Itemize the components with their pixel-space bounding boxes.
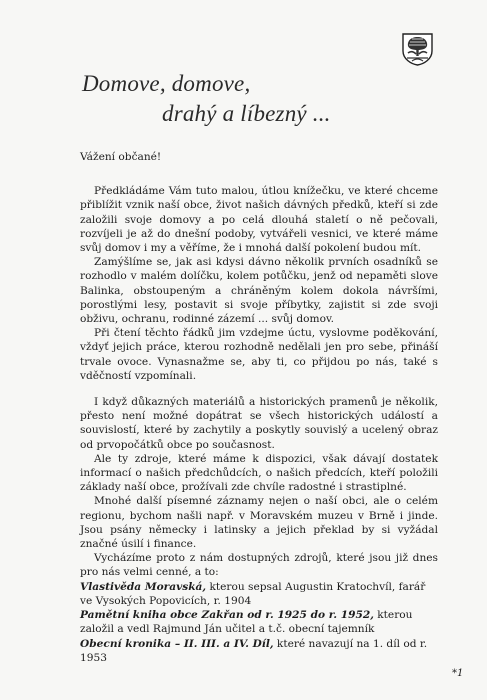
source-description: kterou založil a vedl Rajmund Ján učitel a t.č. obecní tajemník [80,609,413,636]
paragraph: Při čtení těchto řádků jim vzdejme úctu, vyslovme poděkování, vždyť jejich práce, kterou rozhodně nedělali jen pro sebe, přináší trvale ovoce. Vynasnažme se, aby ti, co přijdou po nás, také s vděčností vzpomínali. [80,327,438,382]
paragraph: Ale ty zdroje, které máme k dispozici, však dávají dostatek informací o našich předchůdcích, o našich předcích, kteří položili základy naší obce, prožívali zde chvíle radostné i strastiplné. [80,452,438,494]
paragraph: Předkládáme Vám tuto malou, útlou knížečku, ve které chceme přiblížit vznik naší obce, život našich dávných předků, kteří si zde založili svoje domovy a po celá dlouhá staletí o ně pečovali, rozvíjeli je až do dnešní podoby, vytvářeli vesnici, ve které máme svůj domov i my a věříme, že i mnohá další pokolení budou mít. [80,185,438,255]
title-line-2: drahý a líbezný ... [162,101,331,126]
source-description: kterou sepsal Augustin Kratochvíl, farář ve Vysokých Popovicích, r. 1904 [80,580,426,607]
paragraph: I když důkazných materiálů a historických pramenů je několik, přesto není možné dopátrat se všech historických událostí a souvislostí, které by zachytily a poskytly souvislý a ucelený obraz od prvopočátků obce po současnost. [80,396,438,451]
page-number: *1 [452,668,464,679]
body-text [80,150,438,665]
page-number-value: 1 [457,668,464,679]
coat-of-arms-icon [402,33,433,66]
source-item [80,580,438,608]
source-item [80,637,438,665]
title-line-1: Domove, domove, [82,71,251,96]
paragraph: Mnohé další písemné záznamy nejen o naší obci, ale o celém regionu, bychom našli např. v Moravském muzeu v Brně i jinde. Jsou psány německy i latinsky a jejich překlad by si vyžádal značné úsilí i finance. [80,495,438,551]
source-title: Pamětní kniha obce Zakřan od r. 1925 do r. 1952, [80,609,374,622]
paragraph: Vycházíme proto z nám dostupných zdrojů, které jsou již dnes pro nás velmi cenné, a to: [80,552,438,579]
source-title: Obecní kronika – II. III. a IV. Díl, [80,637,274,650]
paragraph: Zamýšlíme se, jak asi kdysi dávno několik prvních osadníků se rozhodlo v malém dolíčku, kolem potůčku, jenž od nepaměti slove Balinka, obstoupeným a chráněným kolem dokola návršími, porostlými lesy, postavit si svoje příbytky, zajistit si zde svoji obživu, ochranu, rodinné zázemí ... svůj domov. [80,256,438,326]
source-title: Vlastivěda Moravská, [80,580,207,593]
source-description: které navazují na 1. díl od r. 1953 [80,637,428,664]
section-gap [80,383,438,395]
source-item [80,608,438,636]
page-title [82,70,331,128]
salutation: Vážení občané! [80,151,162,163]
